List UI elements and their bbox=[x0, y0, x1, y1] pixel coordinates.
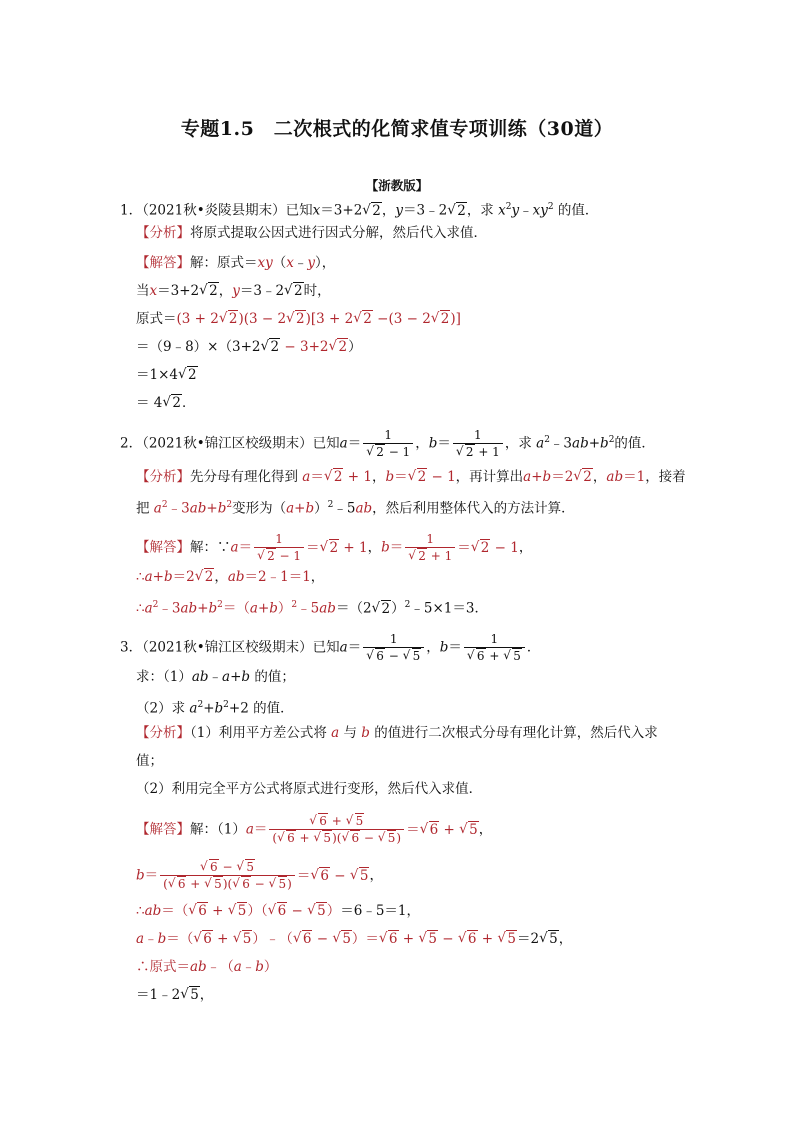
problem-1-question: 1．（2021秋•炎陵县期末）已知x＝3+2√ 2，y＝3﹣2√ 2，求 $x^2y﹣xy^2$ 的值． bbox=[120, 198, 598, 220]
problem-1-step-3: ＝1×4√ 2 bbox=[136, 366, 198, 384]
problem-2-analysis-1: 【分析】先分母有理化得到 a＝√ 2 + 1，b＝√ 2 − 1，再计算出a+b＝2√ 2，ab＝1，接着 bbox=[136, 468, 686, 486]
problem-2-analysis-2: 把 $a^2﹣3ab+b^2$变形为$(a+b)^2﹣5ab$，然后利用整体代入的方法计算． bbox=[136, 500, 575, 517]
problem-3-ask-1: 求：（1）ab﹣a+b 的值； bbox=[136, 669, 295, 685]
problem-3-analysis-3: （2）利用完全平方公式将原式进行变形，然后代入求值． bbox=[136, 781, 483, 797]
problem-3-question: 3．（2021秋•锦江区校级期末）已知a＝ 1 √ 6 − √ 5 ，b＝ 1 √ 6 + √ 5 ． bbox=[120, 632, 540, 664]
problem-1-step-when: 当x＝3+2√ 2，y＝3﹣2√ 2时， bbox=[136, 282, 331, 300]
problem-2-question: 2．（2021秋•锦江区校级期末）已知a＝ 1 √ 2 − 1 ，b＝ 1 √ 2 + 1 ，求 $a^2﹣3ab+b^2$的值． bbox=[120, 428, 655, 460]
problem-2-solution: 【解答】解：∵a＝ 1 √ 2 − 1 ＝√ 2 + 1，b＝ 1 √ 2 + 1 ＝√ 2 − 1， bbox=[136, 532, 532, 564]
problem-2-step-2: $\therefore a^2﹣3ab+b^2=(a+b)^2﹣5ab=(2√$ 2）$^2$﹣5×1＝3． bbox=[136, 596, 488, 618]
problem-1-analysis: 【分析】将原式提取公因式进行因式分解，然后代入求值． bbox=[136, 225, 487, 241]
problem-3-ask-2: （2）求 $a^2+b^2+2$ 的值． bbox=[136, 700, 294, 717]
problem-1-step-2: ＝（9﹣8）×（3+2√ 2 − 3+2√ 2） bbox=[136, 338, 362, 356]
problem-1-solution: 【解答】解：原式＝xy（x﹣y）， bbox=[136, 255, 336, 271]
page-title: 专题1.5 二次根式的化简求值专项训练（30道） bbox=[180, 118, 614, 140]
problem-3-analysis-2: 值； bbox=[136, 753, 163, 769]
problem-1-step-1: 原式＝(3 + 2√ 2)(3 − 2√ 2)[3 + 2√ 2 −(3 − 2√ 2)] bbox=[136, 310, 461, 328]
problem-1-step-4: ＝ 4√ 2． bbox=[136, 394, 195, 412]
problem-3-solution-a: 【解答】解：（1）a＝ √ $\frac{6 + √ 5}{(√ 6 + √ 5)(√ 6 - √ 5)}$ ＝√ 6 + √ 5， bbox=[136, 814, 492, 846]
problem-3-step-sub: a﹣b＝（√ 6 + √ 5）﹣（√ 6 − √ 5）＝√ 6 + √ 5 − √ 6 + √ 5＝2√ 5， bbox=[136, 930, 572, 948]
problem-3-solution-b: b＝ √ $\frac{6 - √ 5}{(√ 6 + √ 5)(√ 6 - √ 5)}$ ＝√ 6 − √ 5， bbox=[136, 860, 383, 892]
problem-3-step-ab: ∴ab＝（√ 6 + √ 5）（√ 6 − √ 5）＝6﹣5＝1， bbox=[136, 902, 420, 920]
edition-label: 【浙教版】 bbox=[365, 178, 429, 193]
problem-2-step-1: ∴a+b＝2√ 2，ab＝2﹣1＝1， bbox=[136, 568, 324, 586]
problem-3-analysis-1: 【分析】（1）利用平方差公式将 a 与 b 的值进行二次根式分母有理化计算，然后代入求 bbox=[136, 725, 658, 741]
problem-3-step-final: ＝1﹣2√ 5， bbox=[136, 986, 213, 1004]
problem-3-step-orig: ∴原式＝ab﹣（a﹣b） bbox=[136, 959, 278, 975]
